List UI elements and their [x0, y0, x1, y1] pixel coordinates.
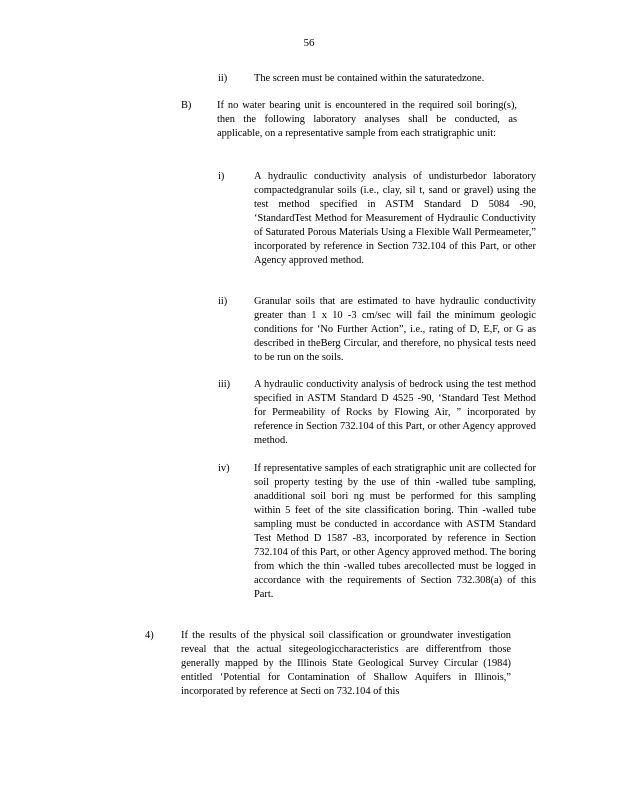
paragraph-text: The screen must be contained within the saturatedzone. [254, 73, 485, 84]
page-number: 56 [303, 37, 315, 49]
paragraph-text: A hydraulic conductivity analysis of undisturbedor laboratory compactedgranular soils (i.e., clay, sil t, sand or gravel) using the test method specified in ASTM Standard D 5084 -90, ‘StandardTest Method for Measurement of Hydraulic Conductivity of Saturated Porous Materials Using a Flexible Wall Permeameter,” incorporated by reference in Section 732.104 of this Part, or other Agency approved method. [254, 171, 536, 266]
list-marker: i) [218, 171, 225, 182]
paragraph-text: A hydraulic conductivity analysis of bedrock using the test method specified in ASTM Standard D 4525 -90, ‘Standard Test Method for Permeability of Rocks by Flowing Air, ” incorporated by reference in Section 732.104 of this Part, or other Agency approved method. [254, 379, 536, 446]
paragraph-text: If representative samples of each stratigraphic unit are collected for soil property testing by the use of thin -walled tube sampling, anadditional soil bori ng must be performed for this sampling within 5 feet of the site classification boring. Thin -walled tube sampling must be conducted in accordance with ASTM Standard Test Method D 1587 -83, incorporated by reference in Section 732.104 of this Part, or other Agency approved method. The boring from which the thin -walled tubes arecollected must be logged in accordance with the requirements of Section 732.308(a) of this Part. [254, 463, 536, 600]
list-marker: iv) [218, 463, 230, 474]
paragraph-text: If no water bearing unit is encountered in the required soil boring(s), then the following laboratory analyses shall be conducted, as applicable, on a representative sample from each stratigraphic unit: [217, 100, 517, 139]
list-marker: iii) [218, 379, 231, 390]
list-marker: B) [181, 100, 192, 111]
list-marker: ii) [218, 296, 228, 307]
list-marker: ii) [218, 73, 228, 84]
paragraph-text: If the results of the physical soil classification or groundwater investigation reveal that the actual sitegeologiccharacteristics are differentfrom those generally mapped by the Illinois State Geological Survey Circular (1984) entitled ‘Potential for Contamination of Shallow Aquifers in Illinois,” incorporated by reference at Secti on 732.104 of this [181, 630, 511, 697]
list-marker: 4) [145, 630, 154, 641]
paragraph-text: Granular soils that are estimated to have hydraulic conductivity greater than 1 x 10 -3 cm/sec will fail the minimum geologic conditions for ‘No Further Action”, i.e., rating of D, E,F, or G as described in theBerg Circular, and therefore, no physical tests need to be run on the soils. [254, 296, 536, 363]
